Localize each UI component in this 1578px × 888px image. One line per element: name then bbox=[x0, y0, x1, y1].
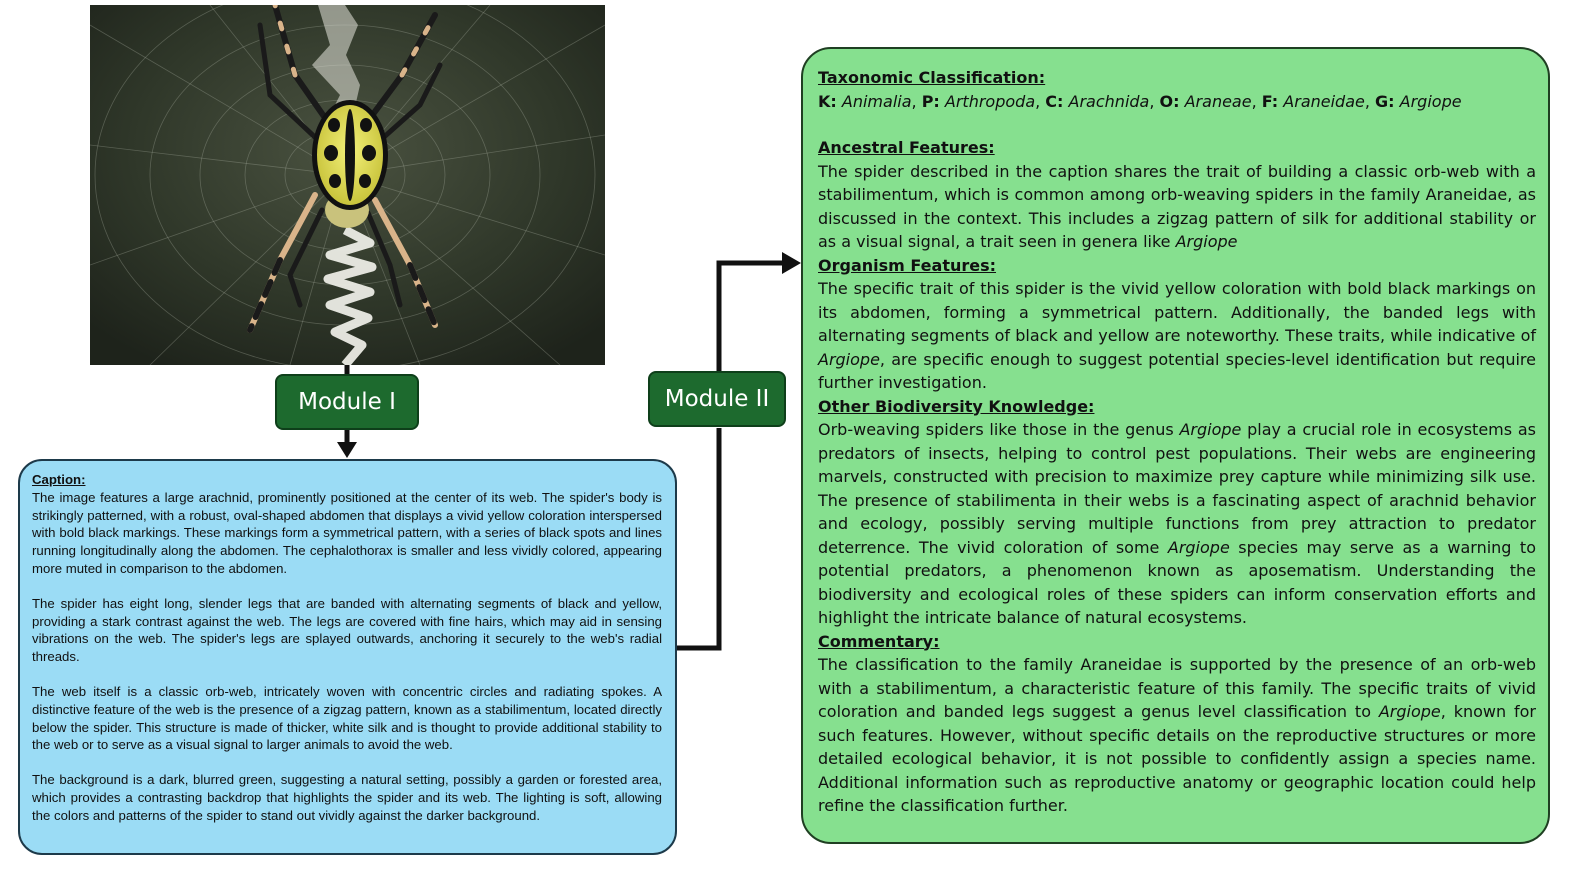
taxonomy-sep: , bbox=[911, 91, 922, 111]
taxonomy-name: Araneae bbox=[1184, 91, 1252, 111]
taxonomy-rank: P: bbox=[921, 91, 940, 111]
taxonomy-name: Arachnida bbox=[1068, 91, 1150, 111]
biodiversity-heading: Other Biodiversity Knowledge: bbox=[818, 396, 1095, 416]
commentary-text bbox=[818, 653, 1536, 818]
taxonomy-name: Animalia bbox=[841, 91, 912, 111]
module-1-label: Module I bbox=[298, 389, 396, 415]
genus-name: Argiope bbox=[1179, 420, 1242, 439]
taxonomy-rank: G: bbox=[1375, 91, 1395, 111]
biodiversity-text-part: species may serve as a warning to potential predators, a phenomenon known as aposematism. Understanding the biodiversity and ecological roles of these spiders can inform conservation efforts and highlight the intricate balance of natural ecosystems. bbox=[818, 537, 1536, 627]
ancestral-text bbox=[818, 160, 1536, 254]
taxonomy-rank: K: bbox=[818, 91, 837, 111]
taxonomy-heading: Taxonomic Classification: bbox=[818, 68, 1046, 87]
caption-panel bbox=[18, 459, 677, 855]
genus-name: Argiope bbox=[1175, 232, 1238, 251]
taxonomy-name: Arthropoda bbox=[944, 91, 1036, 111]
caption-paragraph: The image features a large arachnid, prominently positioned at the center of its web. The spider's body is strikingly patterned, with a robust, oval-shaped abdomen that displays a vivid yellow coloration interspersed with bold black markings. These markings form a symmetrical pattern, with a series of black spots and lines running longitudinally along the abdomen. The cephalothorax is smaller and less vividly colored, appearing more muted in comparison to the abdomen. bbox=[32, 489, 662, 576]
organism-text-part: , are specific enough to suggest potential species-level identification but require further investigation. bbox=[818, 349, 1536, 392]
taxonomy-sep: , bbox=[1035, 91, 1046, 111]
taxonomy-rank: C: bbox=[1045, 91, 1064, 111]
analysis-panel bbox=[801, 47, 1550, 844]
module-2-button[interactable] bbox=[648, 371, 786, 427]
module-1-button[interactable] bbox=[275, 374, 419, 430]
organism-heading: Organism Features: bbox=[818, 255, 997, 275]
ancestral-heading: Ancestral Features: bbox=[818, 138, 995, 157]
taxonomy-sep: , bbox=[1251, 91, 1262, 111]
caption-paragraph: The web itself is a classic orb-web, intricately woven with concentric circles and radiating spokes. A distinctive feature of the web is the presence of a zigzag pattern, known as a stabilimentum, located directly below the spider. This structure is made of thicker, white silk and is thought to provide additional stability to the web or to serve as a visual signal to larger animals to avoid the web. bbox=[32, 683, 662, 753]
module-2-label: Module II bbox=[664, 386, 770, 412]
taxonomy-sep: , bbox=[1364, 91, 1376, 111]
taxonomy-rank: F: bbox=[1261, 91, 1279, 111]
taxonomy-sep: , bbox=[1149, 91, 1160, 111]
caption-paragraph: The spider has eight long, slender legs that are banded with alternating segments of black and yellow, providing a stark contrast against the web. The legs are covered with fine hairs, which may aid in sensing vibrations on the web. The spider's legs are splayed outwards, anchoring it securely to the web's radial threads. bbox=[32, 595, 662, 665]
arrow-down-icon bbox=[337, 442, 357, 458]
taxonomy-line bbox=[818, 90, 1536, 114]
taxonomy-name: Araneidae bbox=[1283, 91, 1365, 111]
commentary-heading: Commentary: bbox=[818, 631, 940, 651]
genus-name: Argiope bbox=[1378, 702, 1441, 721]
ancestral-text-body: The spider described in the caption shares the trait of building a classic orb-web with a stabilimentum, which is common among orb-weaving spiders in the family Araneidae, as discussed in the context. This includes a zigzag pattern of silk for additional stability or as a visual signal, a trait seen in genera like bbox=[818, 161, 1536, 251]
biodiversity-text-part: Orb-weaving spiders like those in the genus bbox=[818, 420, 1180, 439]
arrow-right-icon bbox=[782, 252, 801, 274]
organism-text bbox=[818, 277, 1536, 395]
taxonomy-name: Argiope bbox=[1399, 91, 1462, 111]
genus-name: Argiope bbox=[818, 349, 880, 369]
commentary-text-part: The classification to the family Araneidae is supported by the presence of an orb-web with a stabilimentum, a characteristic feature of this family. The specific traits of vivid coloration and banded legs suggest a genus level classification to bbox=[818, 655, 1536, 721]
commentary-text-part: , known for such features. However, without specific details on the reproductive structures or more detailed ecological behavior, it is not possible to confidently assign a species name. Additional information such as reproductive anatomy or geographic location could help refine the classification further. bbox=[818, 702, 1536, 815]
caption-paragraph: The background is a dark, blurred green, suggesting a natural setting, possibly a garden or forested area, which provides a contrasting backdrop that highlights the spider and its web. The lighting is soft, allowing the colors and patterns of the spider to stand out vividly against the darker background. bbox=[32, 772, 662, 823]
genus-name: Argiope bbox=[1167, 537, 1230, 557]
taxonomy-rank: O: bbox=[1159, 91, 1180, 111]
organism-text-part: The specific trait of this spider is the vivid yellow coloration with bold black markings on its abdomen, forming a symmetrical pattern. Additionally, the banded legs with alternating segments of black and yellow are noteworthy. These traits, while indicative of bbox=[818, 279, 1536, 345]
biodiversity-text bbox=[818, 418, 1536, 630]
caption-heading: Caption: bbox=[32, 472, 86, 487]
biodiversity-text-part: play a crucial role in ecosystems as predators of insects, helping to control pest populations. Their webs are engineering marvels, constructed with precision to maximize prey capture while minimizing silk use. The presence of stabilimenta in their webs is a fascinating aspect of arachnid behavior and ecology, possibly serving multiple functions from prey attraction to predator deterrence. The vivid coloration of some bbox=[818, 420, 1536, 557]
